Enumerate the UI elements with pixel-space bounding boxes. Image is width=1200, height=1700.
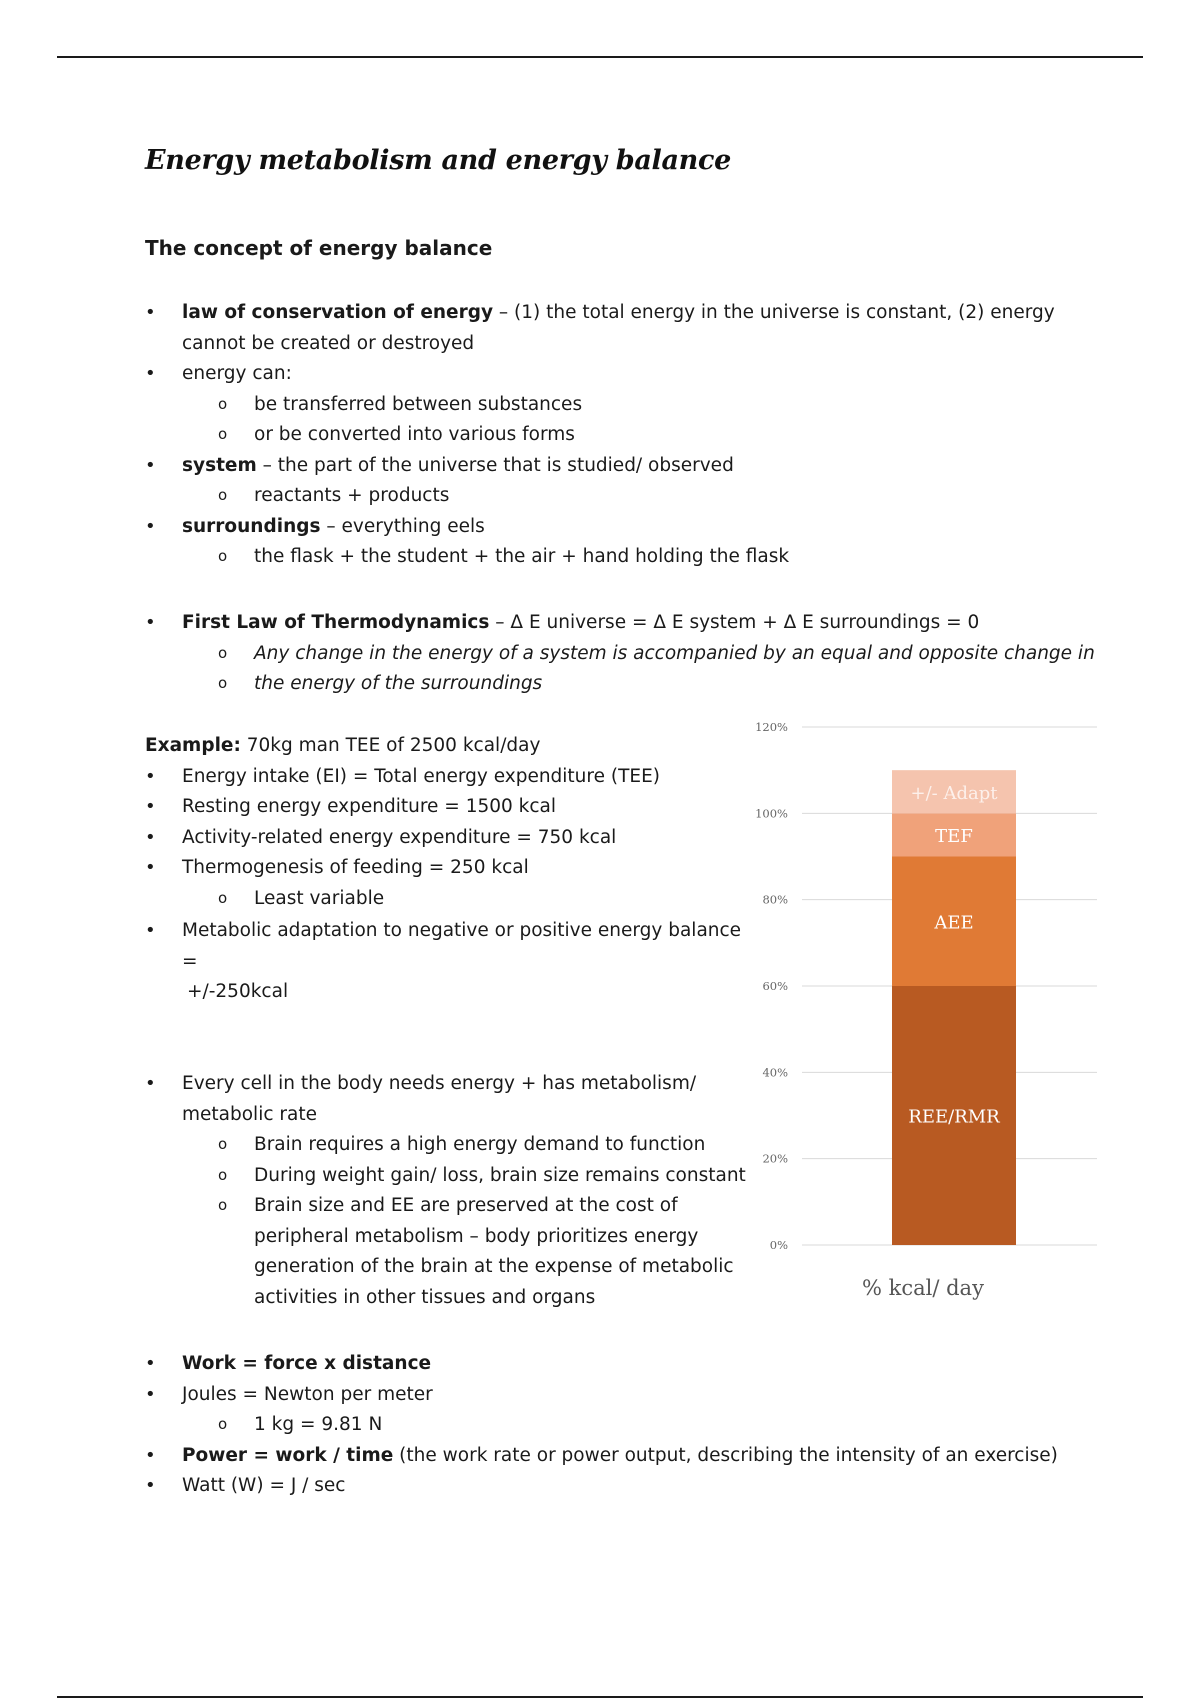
term-surroundings: surroundings xyxy=(182,515,321,537)
y-tick-label: 40% xyxy=(762,1065,788,1080)
list-item: • Resting energy expenditure = 1500 kcal xyxy=(145,792,741,823)
chart-x-axis-label: % kcal/ day xyxy=(862,1276,984,1300)
sub-list-item xyxy=(145,639,1095,670)
term-power: Power = work / time xyxy=(182,1444,394,1466)
data-label: TEF xyxy=(935,825,973,847)
list-item: • Every cell in the body needs energy + has metabolism/ xyxy=(145,1069,746,1100)
data-label: AEE xyxy=(934,912,974,934)
list-item: • Energy intake (EI) = Total energy expenditure (TEE) xyxy=(145,762,741,793)
sub-list-item: o be transferred between substances xyxy=(145,390,1055,421)
list-item xyxy=(145,298,1055,329)
sub-list-item: o or be converted into various forms xyxy=(145,420,1055,451)
sub-list-item: o Brain size and EE are preserved at the cost of xyxy=(145,1191,746,1222)
cells-block xyxy=(145,1069,746,1313)
data-label: +/- Adapt xyxy=(910,782,998,804)
sub-list-item: o reactants + products xyxy=(145,481,1055,512)
first-law-list xyxy=(145,608,1095,700)
term-conservation: law of conservation of energy xyxy=(182,302,494,323)
energy-balance-list xyxy=(145,298,1055,573)
y-tick-label: 60% xyxy=(762,979,788,993)
list-item: • Joules = Newton per meter xyxy=(145,1380,1058,1411)
stacked-bar-chart xyxy=(740,715,1120,1275)
sub-list-item: o 1 kg = 9.81 N xyxy=(145,1410,1058,1441)
term-first-law: First Law of Thermodynamics xyxy=(182,612,490,633)
list-item xyxy=(145,1349,1058,1380)
sub-list-item: o During weight gain/ loss, brain size remains constant xyxy=(145,1161,746,1192)
page-title: Energy metabolism and energy balance xyxy=(145,145,732,176)
list-item: • energy can: xyxy=(145,359,1055,390)
list-item xyxy=(145,608,1095,639)
sub-list-item: o Least variable xyxy=(145,884,741,915)
list-item-continuation: = xyxy=(182,950,198,972)
list-item: • Metabolic adaptation to negative or positive energy balance xyxy=(145,916,741,947)
y-tick-label: 20% xyxy=(762,1151,788,1166)
example-block xyxy=(145,731,741,1008)
list-item: • Activity-related energy expenditure = 750 kcal xyxy=(145,823,741,854)
definition-text: – everything eels xyxy=(320,515,485,537)
list-item: • Thermogenesis of feeding = 250 kcal xyxy=(145,853,741,884)
sub-list-item-continuation: generation of the brain at the expense of metabolic xyxy=(254,1256,734,1277)
sub-list-item: o the flask + the student + the air + hand holding the flask xyxy=(145,542,1055,573)
list-item-continuation: metabolic rate xyxy=(182,1103,317,1125)
italic-text: the energy of the surroundings xyxy=(254,673,543,694)
sub-list-item-continuation: peripheral metabolism – body prioritizes energy xyxy=(254,1225,699,1247)
example-label: Example: xyxy=(145,735,241,756)
italic-text: Any change in the energy of a system is accompanied by an equal and opposite change in xyxy=(254,642,1095,664)
example-heading xyxy=(145,731,741,762)
energy-expenditure-chart xyxy=(740,715,1120,1295)
sub-list-item-continuation xyxy=(145,669,1095,700)
data-label: REE/RMR xyxy=(908,1106,1000,1128)
y-tick-label: 0% xyxy=(769,1238,788,1252)
list-item-continuation: cannot be created or destroyed xyxy=(182,332,475,354)
definition-text: – Δ E universe = Δ E system + Δ E surroundings = 0 xyxy=(489,612,980,633)
definition-text: – (1) the total energy in the universe is constant, (2) energy xyxy=(493,302,1055,323)
work-block xyxy=(145,1349,1058,1502)
term-system: system xyxy=(182,454,257,476)
sub-list-item-continuation: activities in other tissues and organs xyxy=(254,1286,596,1308)
top-rule xyxy=(57,56,1143,58)
y-tick-label: 100% xyxy=(755,806,788,821)
list-item-continuation: +/-250kcal xyxy=(187,981,289,1002)
term-work: Work = force x distance xyxy=(182,1353,432,1374)
definition-text: – the part of the universe that is studied/ observed xyxy=(256,454,734,476)
list-item xyxy=(145,512,1055,543)
definition-text: (the work rate or power output, describing the intensity of an exercise) xyxy=(393,1444,1058,1466)
example-text: 70kg man TEE of 2500 kcal/day xyxy=(240,735,541,756)
bottom-rule xyxy=(57,1696,1143,1698)
list-item: • Watt (W) = J / sec xyxy=(145,1471,1058,1502)
list-item xyxy=(145,1441,1058,1472)
section-heading: The concept of energy balance xyxy=(145,236,493,260)
list-item xyxy=(145,451,1055,482)
y-tick-label: 80% xyxy=(762,892,788,907)
y-tick-label: 120% xyxy=(755,720,788,734)
sub-list-item: o Brain requires a high energy demand to function xyxy=(145,1130,746,1161)
